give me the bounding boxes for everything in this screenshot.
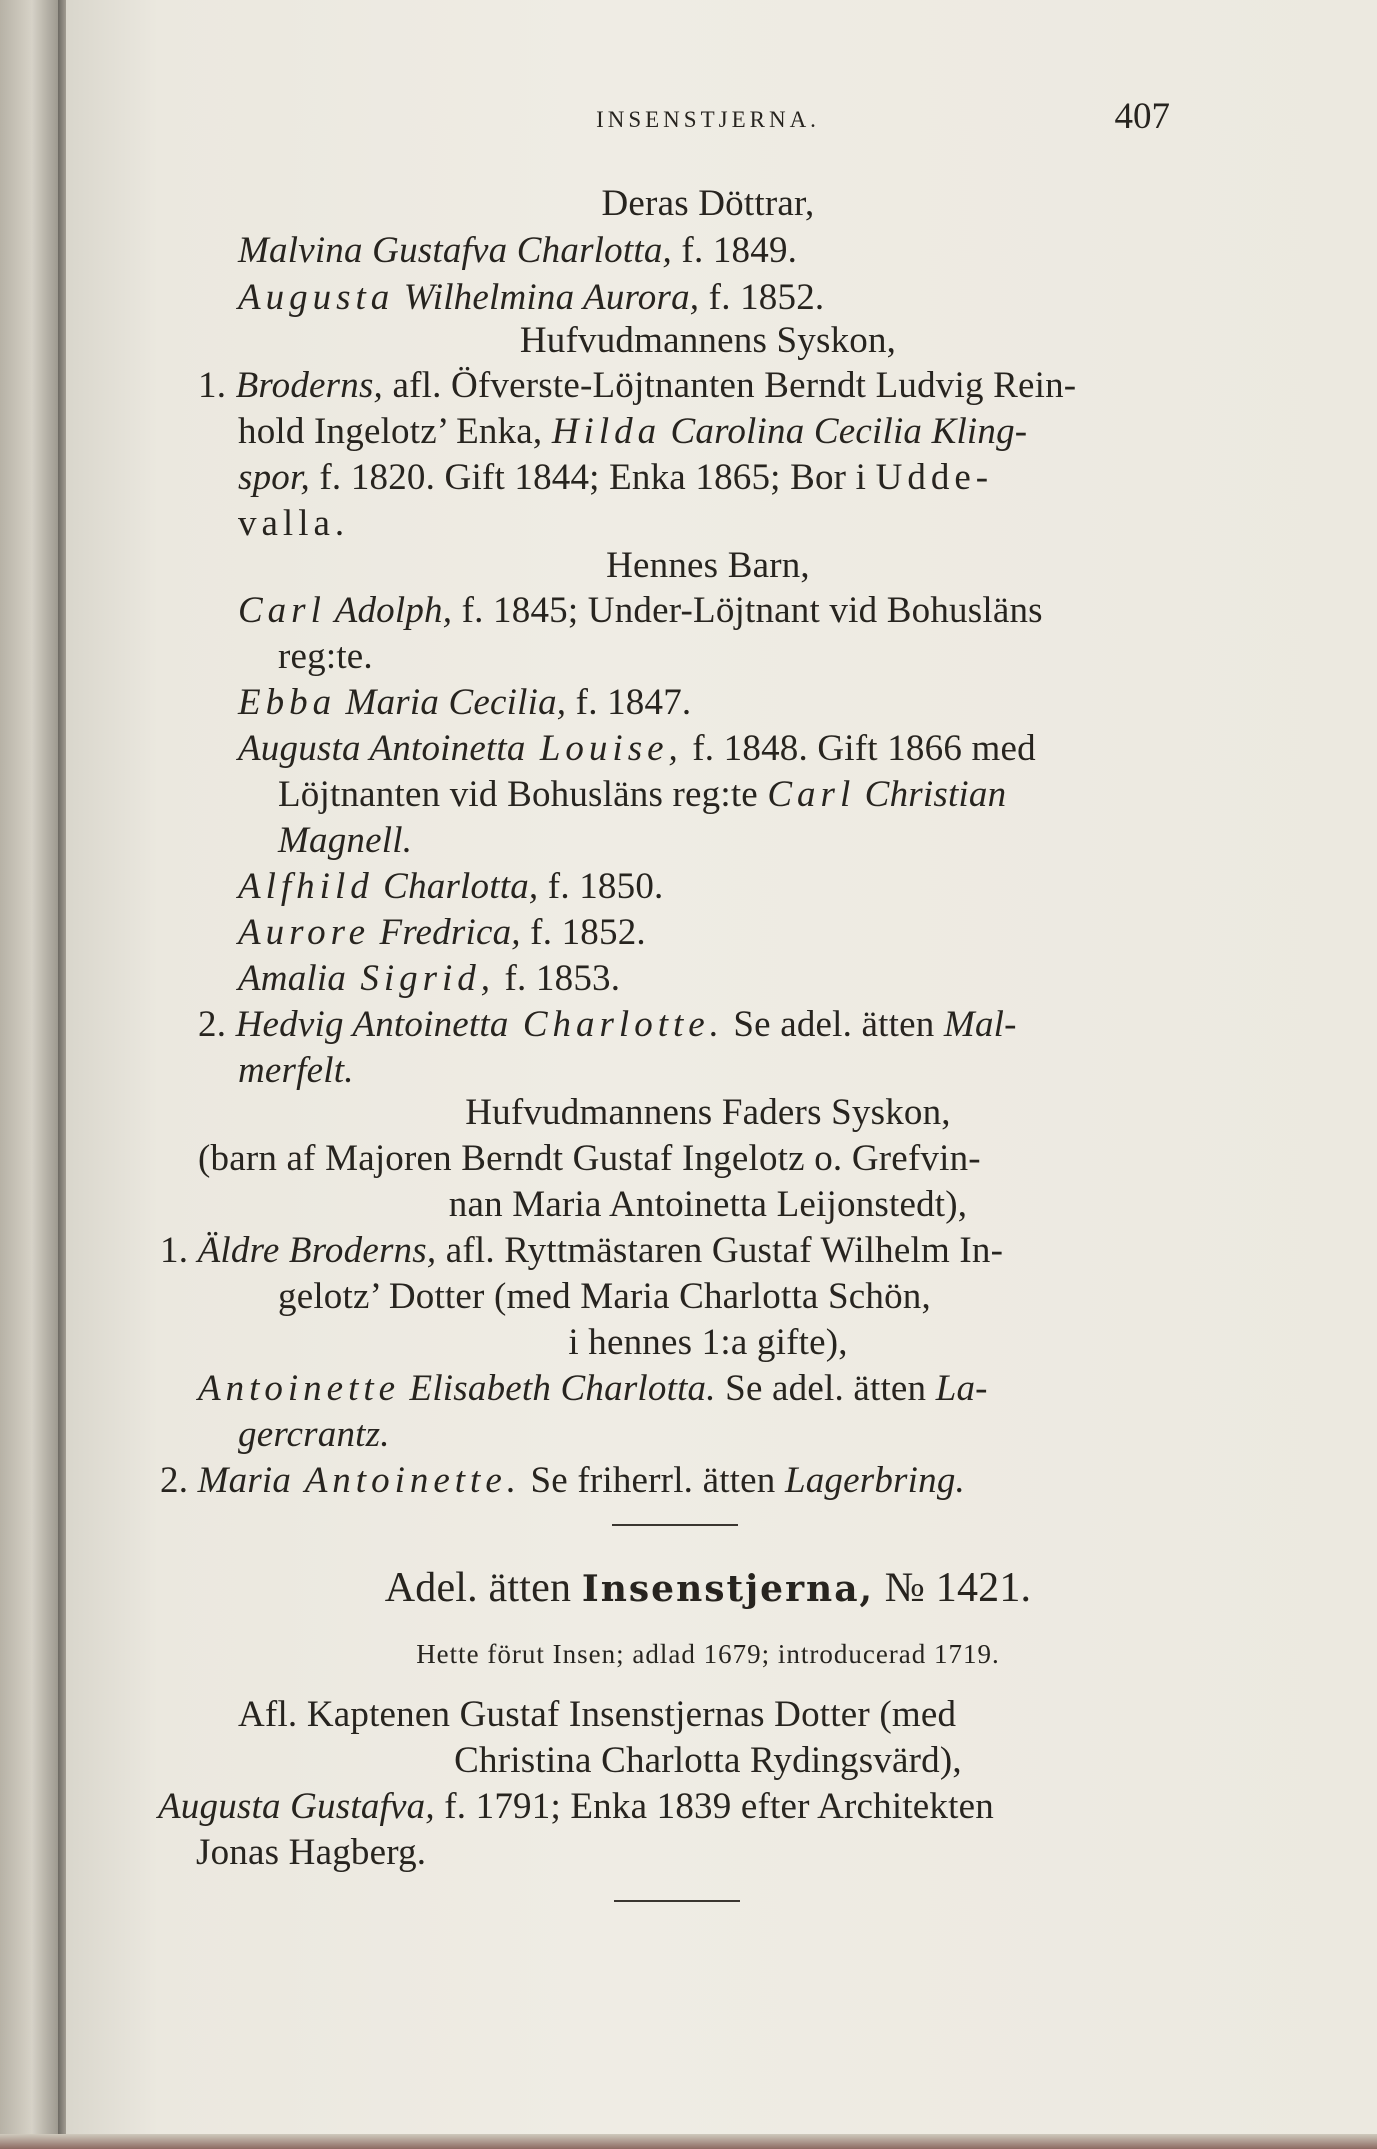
text-segment: f. 1848. Gift 1866 med: [682, 728, 1036, 769]
text-segment: f. 1820. Gift 1844; Enka 1865; Bor i: [309, 457, 876, 498]
text-line: [198, 363, 1076, 409]
text-segment: Adolph,: [325, 590, 453, 631]
text-segment: valla.: [238, 503, 350, 544]
text-segment: Ebba: [238, 682, 337, 723]
text-line: [196, 181, 1220, 227]
text-segment: Se adel. ätten: [723, 1004, 944, 1045]
text-line: [196, 543, 1220, 589]
text-segment: Jonas Hagberg.: [196, 1832, 427, 1873]
text-segment: Afl. Kaptenen Gustaf Insenstjernas Dotter (med: [238, 1694, 957, 1735]
text-segment: Carolina Cecilia Kling-: [661, 411, 1028, 452]
text-segment: Hedvig Antoinetta: [235, 1004, 509, 1045]
text-segment: gercrantz.: [238, 1414, 390, 1455]
text-segment: Sigrid,: [346, 958, 496, 999]
family-name: Insenstjerna,: [581, 1568, 875, 1610]
running-title: INSENSTJERNA.: [596, 107, 820, 132]
text-line: [238, 1412, 390, 1458]
text-line: [160, 1228, 1003, 1274]
text-segment: Mal-: [943, 1004, 1017, 1045]
text-segment: Deras Döttrar,: [601, 183, 815, 224]
text-line: [238, 910, 646, 956]
text-segment: Carl: [767, 774, 856, 815]
text-segment: nan Maria Antoinetta Leijonstedt),: [448, 1184, 968, 1225]
text-segment: reg:te.: [278, 636, 373, 677]
text-line: [160, 1458, 965, 1504]
text-line: [238, 588, 1043, 634]
text-segment: 2.: [160, 1460, 198, 1501]
text-line: [278, 772, 1006, 818]
text-line: [238, 864, 663, 910]
text-line: [238, 228, 797, 274]
text-line: [198, 1136, 981, 1182]
text-line: [198, 1002, 1017, 1048]
text-segment: Broderns,: [235, 365, 384, 406]
page-number: 407: [1114, 96, 1170, 137]
text-segment: Hennes Barn,: [606, 545, 810, 586]
text-segment: afl. Ryttmästaren Gustaf Wilhelm In-: [436, 1230, 1004, 1271]
text-line: [238, 680, 691, 726]
text-line: [238, 1692, 956, 1738]
text-segment: (barn af Majoren Berndt Gustaf Ingelotz o. Grefvin-: [198, 1138, 981, 1179]
text-segment: f. 1853.: [495, 958, 621, 999]
text-line: [198, 1366, 988, 1412]
text-segment: afl. Öfverste-Löjtnanten Berndt Ludvig Rein-: [383, 365, 1077, 406]
text-segment: Hilda: [551, 411, 662, 452]
text-segment: Maria Cecilia,: [336, 682, 567, 723]
text-segment: Udde-: [875, 457, 994, 498]
text-segment: merfelt.: [238, 1050, 354, 1091]
text-segment: La-: [935, 1368, 988, 1409]
text-segment: f. 1852.: [520, 912, 646, 953]
text-segment: Se adel. ätten: [715, 1368, 936, 1409]
text-segment: f. 1850.: [538, 866, 664, 907]
text-segment: Äldre Broderns,: [197, 1230, 437, 1271]
text-line: [196, 1090, 1220, 1136]
text-line: [196, 1182, 1220, 1228]
text-segment: Lagerbring.: [784, 1460, 965, 1501]
text-segment: Hufvudmannens Faders Syskon,: [465, 1092, 951, 1133]
text-line: [196, 1830, 426, 1876]
section-subtitle: Hette förut Insen; adlad 1679; introducerad 1719.: [416, 1639, 1000, 1669]
end-divider: [614, 1900, 740, 1902]
text-segment: Se friherrl. ätten: [521, 1460, 785, 1501]
text-segment: Malvina Gustafva Charlotta,: [238, 230, 672, 271]
text-line: [158, 1784, 994, 1830]
text-segment: Amalia: [238, 958, 347, 999]
text-segment: Alfhild: [238, 866, 374, 907]
heading-prefix: Adel. ätten: [384, 1565, 582, 1611]
text-segment: f. 1845; Under-Löjtnant vid Bohusläns: [452, 590, 1043, 631]
text-segment: Augusta: [238, 277, 395, 318]
text-line: [238, 455, 993, 501]
page-header: [196, 96, 1220, 140]
text-segment: i hennes 1:a gifte),: [568, 1322, 848, 1363]
text-line: [238, 726, 1036, 772]
text-segment: spor,: [238, 457, 310, 498]
book-spine: [0, 0, 58, 2149]
text-line: [278, 1274, 931, 1320]
text-segment: f. 1849.: [671, 230, 798, 271]
text-segment: Carl: [238, 590, 326, 631]
text-segment: Wilhelmina Aurora,: [394, 277, 700, 318]
text-segment: Charlotte.: [508, 1004, 724, 1045]
text-segment: hold Ingelotz’ Enka,: [238, 411, 552, 452]
page-bottom-edge: [0, 2134, 1377, 2149]
section-heading: [196, 1563, 1220, 1614]
text-segment: Augusta Gustafva,: [158, 1786, 435, 1827]
text-line: [278, 818, 412, 864]
text-segment: Christian: [855, 774, 1007, 815]
family-number: № 1421.: [874, 1565, 1032, 1611]
text-segment: Magnell.: [278, 820, 413, 861]
text-segment: f. 1852.: [699, 277, 825, 318]
text-segment: Antoinette.: [291, 1460, 522, 1501]
text-segment: Hufvudmannens Syskon,: [519, 320, 897, 361]
text-line: [238, 409, 1027, 455]
text-line: [238, 1048, 354, 1094]
text-line: [238, 956, 620, 1002]
text-line: [196, 1738, 1220, 1784]
text-segment: gelotz’ Dotter (med Maria Charlotta Schön,: [278, 1276, 931, 1317]
text-line: [196, 1320, 1220, 1366]
text-line: [238, 501, 349, 547]
text-segment: Löjtnanten vid Bohusläns reg:te: [278, 774, 768, 815]
text-segment: f. 1847.: [566, 682, 692, 723]
text-segment: 1.: [160, 1230, 198, 1271]
text-segment: Louise,: [525, 728, 683, 769]
text-segment: Fredrica,: [370, 912, 521, 953]
text-segment: Antoinette: [198, 1368, 401, 1409]
text-line: [238, 275, 824, 321]
text-segment: Charlotta,: [373, 866, 539, 907]
text-segment: 1.: [198, 365, 236, 406]
section-divider: [612, 1524, 738, 1526]
text-segment: Elisabeth Charlotta.: [400, 1368, 716, 1409]
text-line: [278, 634, 373, 680]
text-segment: Aurore: [238, 912, 371, 953]
page-gutter: [58, 0, 66, 2149]
text-segment: Christina Charlotta Rydingsvärd),: [454, 1740, 962, 1781]
text-segment: 2.: [198, 1004, 236, 1045]
text-segment: f. 1791; Enka 1839 efter Architekten: [434, 1786, 994, 1827]
text-segment: Augusta Antoinetta: [238, 728, 526, 769]
text-segment: Maria: [197, 1460, 292, 1501]
text-line: [196, 318, 1220, 364]
